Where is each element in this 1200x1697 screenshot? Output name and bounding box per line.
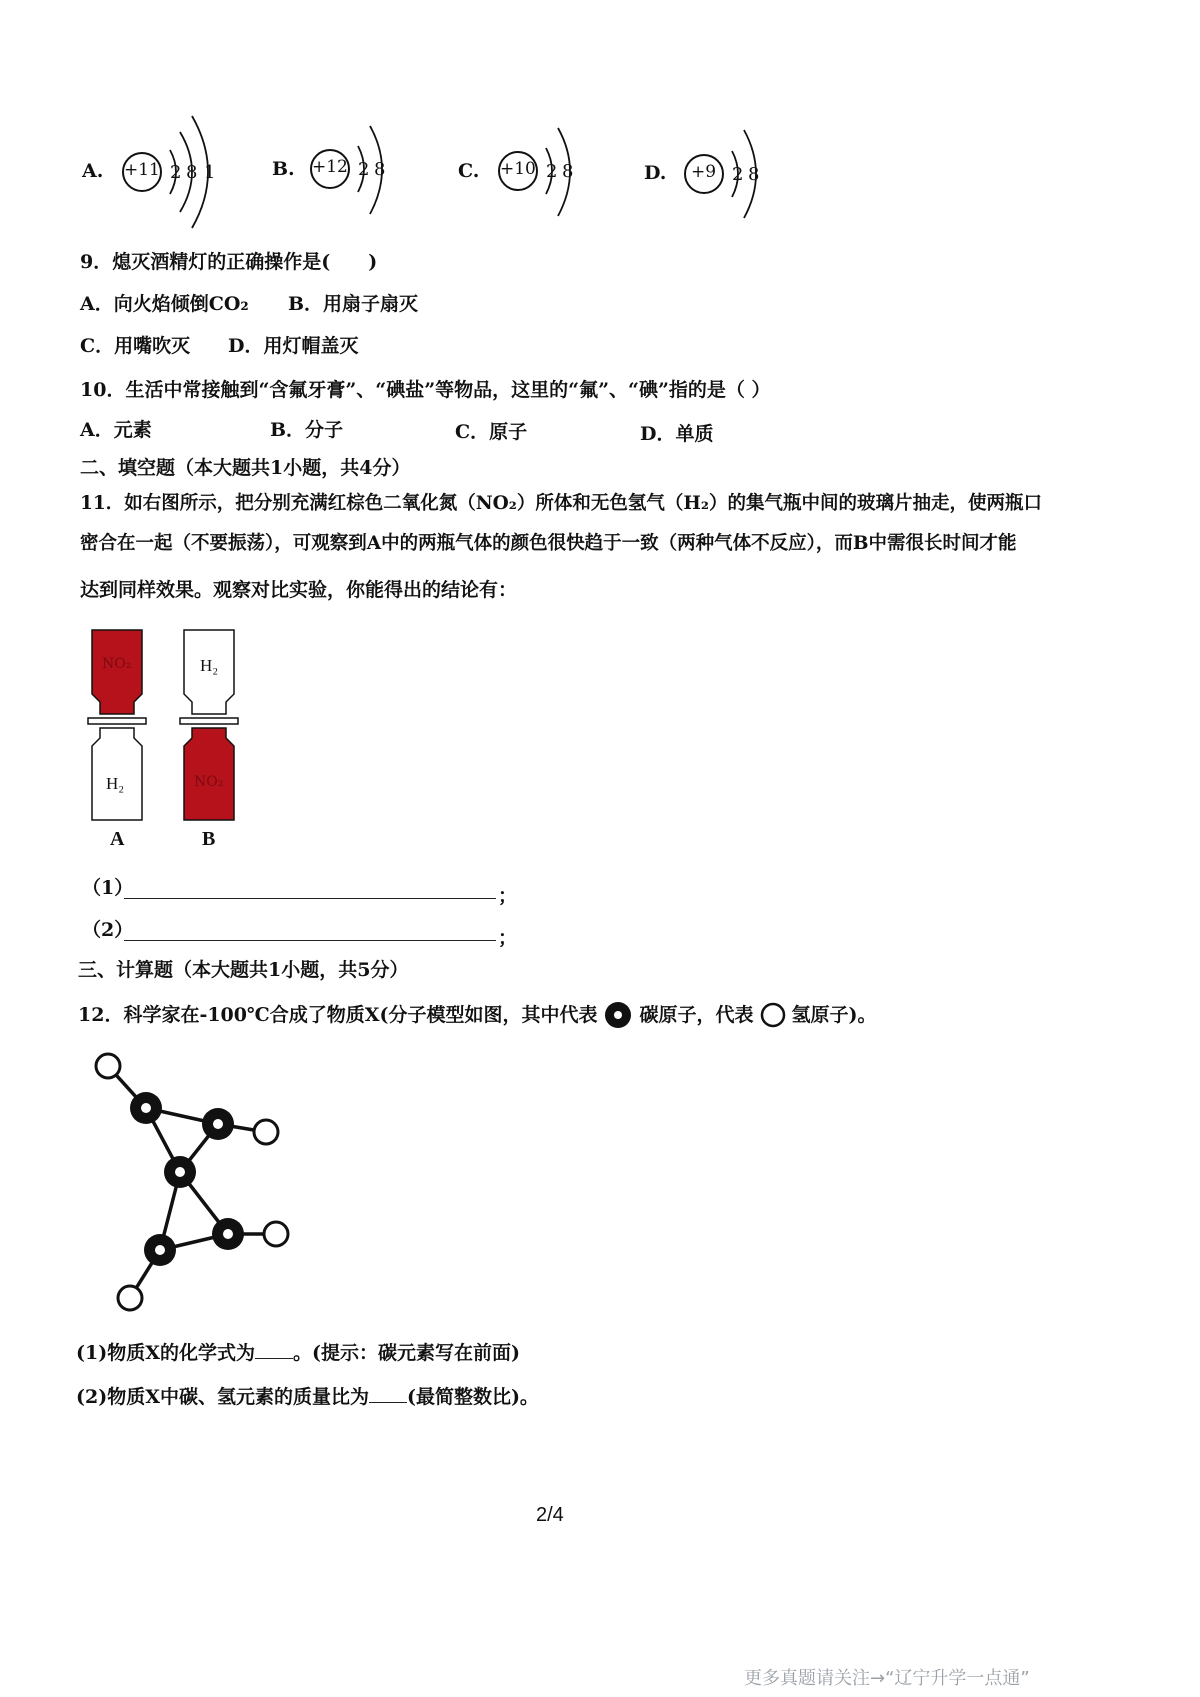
gas-jar-diagram: [82, 624, 252, 854]
gas-label: H₂: [200, 656, 219, 675]
option-d: D．用灯帽盖灭: [228, 335, 359, 357]
shell-electrons: 8: [748, 164, 760, 185]
nucleus-charge: +12: [312, 157, 348, 177]
blank-end-mark: ；: [498, 885, 518, 907]
answer-blank-formula[interactable]: [255, 1340, 293, 1359]
question-stem: [78, 1000, 877, 1030]
atom-structure-diagram: [682, 126, 772, 226]
blank-label: （2）: [82, 919, 134, 941]
shell-electrons: 2: [170, 162, 182, 183]
carbon-atom-icon: [602, 1000, 636, 1030]
section-heading: 二、填空题（本大题共1小题，共4分）: [80, 457, 411, 479]
shell-electrons: 8: [562, 161, 574, 182]
sub-question-text: (最简整数比)。: [406, 1386, 539, 1408]
shell-electrons: 2: [546, 161, 558, 182]
option-letter: D.: [644, 162, 667, 184]
sub-question-text: 。(提示：碳元素写在前面): [292, 1342, 520, 1364]
answer-blank-2[interactable]: [124, 922, 496, 941]
question-stem-line: 11．如右图所示，把分别充满红棕色二氧化氮（NO₂）所体和无色氢气（H₂）的集气瓶中间的玻璃片抽走，使两瓶口: [80, 493, 1042, 514]
atom-structure-diagram: [120, 110, 230, 230]
sub-question-text: (1)物质X的化学式为: [76, 1342, 255, 1364]
answer-blank-ratio[interactable]: [369, 1384, 407, 1403]
option-b: B．分子: [270, 419, 344, 441]
shell-electrons: 2: [732, 164, 744, 185]
shell-electrons: 2: [358, 159, 370, 180]
sub-question-text: (2)物质X中碳、氢元素的质量比为: [76, 1386, 369, 1408]
molecular-model-diagram: [88, 1046, 308, 1316]
option-letter: C.: [458, 160, 480, 182]
blank-label: （1）: [82, 877, 134, 899]
section-heading: 三、计算题（本大题共1小题，共5分）: [78, 959, 409, 981]
shell-electrons: 8: [374, 159, 386, 180]
page-number: 2/4: [536, 1504, 564, 1526]
stem-text: 12．科学家在-100℃合成了物质X(分子模型如图，其中代表: [78, 1004, 598, 1026]
figure-label-a: A: [110, 828, 125, 850]
question-stem: 9．熄灭酒精灯的正确操作是( ): [80, 251, 378, 273]
option-a: A．元素: [80, 419, 152, 441]
option-letter: B.: [272, 158, 295, 180]
stem-text: 氢原子)。: [791, 1004, 877, 1026]
nucleus-charge: +10: [500, 159, 536, 179]
answer-blank-1[interactable]: [124, 880, 496, 899]
option-b: B．用扇子扇灭: [288, 293, 419, 315]
question-stem-line: 达到同样效果。观察对比实验，你能得出的结论有：: [80, 579, 518, 601]
sub-question-1: [76, 1340, 520, 1365]
gas-label: NO₂: [102, 656, 132, 672]
option-a: A．向火焰倾倒CO₂: [80, 293, 249, 315]
atom-structure-diagram: [496, 124, 586, 224]
hydrogen-atom-icon: [758, 1000, 788, 1030]
nucleus-charge: +11: [124, 160, 160, 180]
stem-text: 碳原子，代表: [639, 1004, 754, 1026]
atom-structure-diagram: [308, 122, 398, 222]
blank-end-mark: ；: [498, 927, 518, 949]
nucleus-charge: +9: [691, 162, 717, 182]
gas-label: NO₂: [194, 774, 224, 790]
sub-question-2: [76, 1384, 539, 1409]
question-stem-line: 密合在一起（不要振荡），可观察到A中的两瓶气体的颜色很快趋于一致（两种气体不反应），而B中需很长时间才能: [80, 533, 1017, 554]
option-d: D．单质: [640, 423, 714, 445]
option-c: C．原子: [455, 421, 528, 443]
option-c: C．用嘴吹灭: [80, 335, 191, 357]
shell-electrons: 8: [186, 162, 198, 183]
question-stem: 10．生活中常接触到“含氟牙膏”、“碘盐”等物品，这里的“氟”、“碘”指的是（ ）: [80, 379, 771, 401]
figure-label-b: B: [202, 828, 216, 850]
gas-label: H₂: [106, 774, 125, 793]
option-letter: A.: [82, 160, 104, 182]
watermark-text: 更多真题请关注→“辽宁升学一点通”: [744, 1668, 1030, 1689]
shell-electrons: 1: [204, 162, 216, 183]
